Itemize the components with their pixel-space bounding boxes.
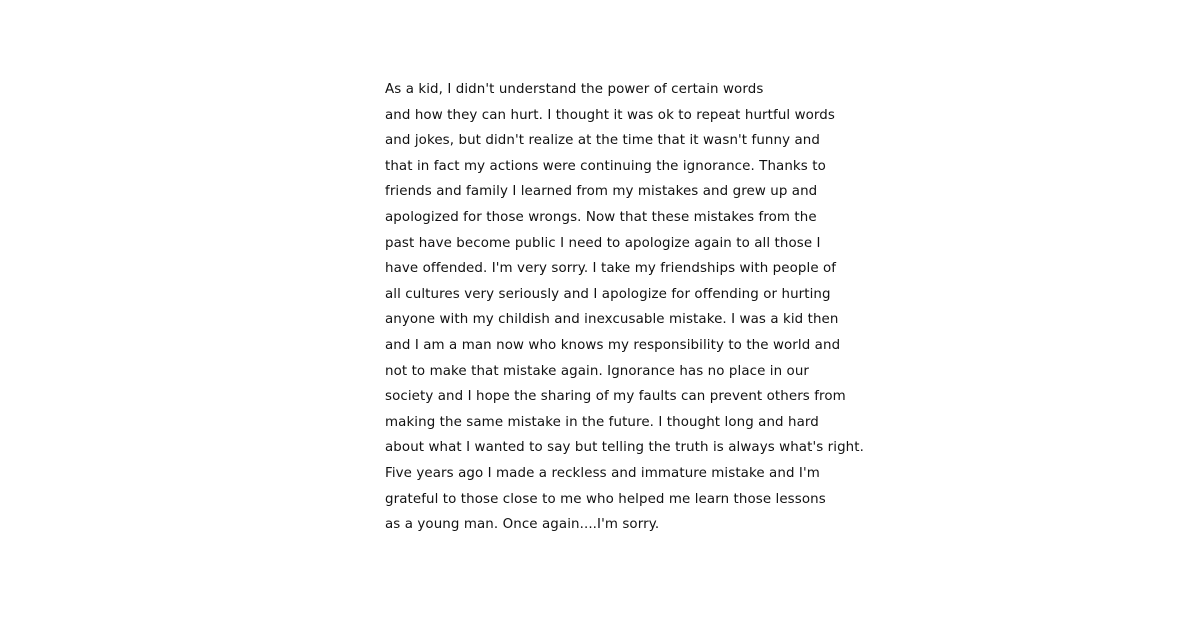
statement-line: that in fact my actions were continuing the ignorance. Thanks to: [385, 158, 826, 174]
statement-line: grateful to those close to me who helped me learn those lessons: [385, 491, 826, 507]
apology-statement: [385, 77, 864, 538]
statement-line: society and I hope the sharing of my faults can prevent others from: [385, 389, 846, 405]
statement-line: about what I wanted to say but telling the truth is always what's right.: [385, 440, 864, 456]
statement-line: as a young man. Once again....I'm sorry.: [385, 517, 660, 533]
statement-line: past have become public I need to apologize again to all those I: [385, 235, 821, 251]
statement-line: As a kid, I didn't understand the power of certain words: [385, 82, 764, 97]
statement-line: and how they can hurt. I thought it was ok to repeat hurtful words: [385, 107, 835, 123]
statement-line: making the same mistake in the future. I thought long and hard: [385, 414, 819, 430]
statement-line: apologized for those wrongs. Now that these mistakes from the: [385, 209, 817, 225]
statement-line: Five years ago I made a reckless and immature mistake and I'm: [385, 465, 820, 481]
statement-line: and I am a man now who knows my responsibility to the world and: [385, 337, 841, 353]
statement-line: all cultures very seriously and I apologize for offending or hurting: [385, 286, 831, 302]
statement-line: anyone with my childish and inexcusable mistake. I was a kid then: [385, 312, 839, 328]
statement-line: have offended. I'm very sorry. I take my friendships with people of: [385, 261, 837, 277]
statement-line: and jokes, but didn't realize at the time that it wasn't funny and: [385, 133, 820, 149]
statement-line: not to make that mistake again. Ignorance has no place in our: [385, 363, 810, 379]
statement-line: friends and family I learned from my mistakes and grew up and: [385, 184, 818, 200]
